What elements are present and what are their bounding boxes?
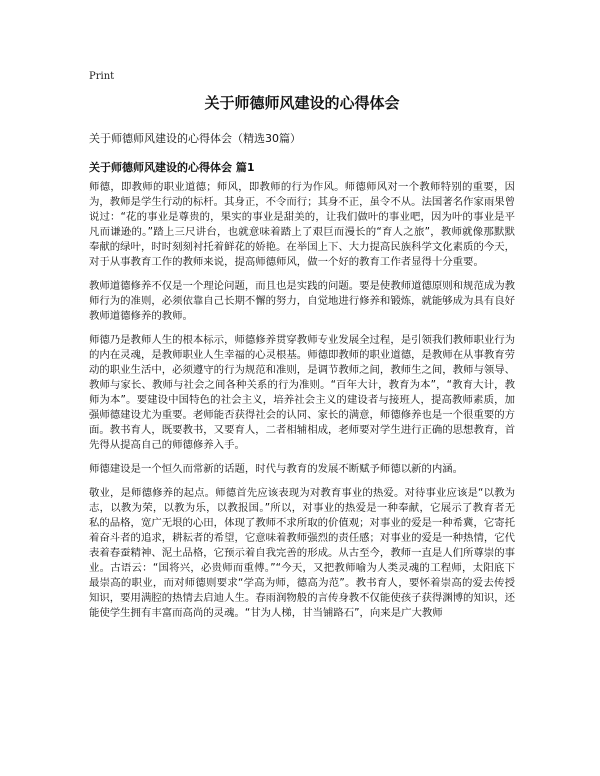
paragraph: 教师道德修养不仅是一个理论问题，而且也是实践的问题。要是使教师道德原则和规范成为教师行为的准则，必须依靠自己长期不懈的努力，自觉地进行修养和锻炼，就能够成为具有良好教师道德修养的教师。 [89, 280, 516, 322]
section-heading: 关于师德师风建设的心得体会 篇1 [89, 161, 255, 174]
document-title: 关于师德师风建设的心得体会 [204, 94, 400, 112]
paragraph: 师德乃是教师人生的根本标示，师德修养贯穿教师专业发展全过程，是引领我们教师职业行为的内在灵魂，是教师职业人生幸福的心灵根基。师德即教师的职业道德，是教师在从事教育劳动的职业生活中，必须遵守的行为规范和准则，是调节教师之间，教师生之间，教师与领导、教师与家长、教师与社会之间各种关系的行为准则。“百年大计，教育为本”，“教育大计，教师为本”。要建设中国特色的社会主义，培养社会主义的建设者与接班人，提高教师素质，加强师德建设尤为重要。老师能否获得社会的认同、家长的满意，师德修养也是一个很重要的方面。教书育人，既要教书，又要育人，二者相辅相成，老师要对学生进行正确的思想教育，首先得从提高自己的师德修养入手。 [89, 334, 516, 451]
paragraph: 师德建设是一个恒久而常新的话题，时代与教育的发展不断赋予师德以新的内涵。 [89, 463, 464, 475]
document-page [89, 0, 515, 776]
paragraph: 师德，即教师的职业道德；师风，即教师的行为作风。师德师风对一个教师特别的重要，因为，教师是学生行动的标杆。其身正，不令而行；其身不正，虽令不从。法国著名作家雨果曾说过：“花的事业是尊贵的，果实的事业是甜美的，让我们做叶的事业吧，因为叶的事业是平凡而谦逊的。”踏上三尺讲台，也就意味着踏上了艰巨而漫长的“育人之旅”，教师就像那默默奉献的绿叶，时时刻刻衬托着鲜花的娇艳。在举国上下、大力提高民族科学文化素质的今天，对于从事教育工作的教师来说，提高师德师风，做一个好的教育工作者显得十分重要。 [89, 181, 516, 268]
document-body [89, 180, 515, 630]
document-subtitle: 关于师德师风建设的心得体会（精选30篇） [89, 132, 301, 145]
print-link[interactable]: Print [89, 71, 115, 82]
paragraph: 敬业，是师德修养的起点。师德首先应该表现为对教育事业的热爱。对待事业应该是“以教为志，以教为荣，以教为乐，以教报国。”所以，对事业的热爱是一种奉献，它展示了教育者无私的品格，宽广无垠的心田，体现了教师不求所取的价值观；对事业的爱是一种希冀，它寄托着奋斗者的追求，耕耘者的希望，它意味着教师强烈的责任感；对事业的爱是一种热情，它代表着春蚕精神、泥土品格，它预示着自我完善的形成。从古至今，教师一直是人们所尊崇的事业。古语云：“国将兴，必贵师而重傅。”“今天，又把教师喻为人类灵魂的工程师，太阳底下最崇高的职业，而对师德则要求“学高为师，德高为范”。教书育人，要怀着崇高的爱去传授知识，要用满腔的热情去启迪人生。春雨润物般的言传身教不仅能使孩子获得渊博的知识，还能使学生拥有丰富而高尚的灵魂。“甘为人梯，甘当铺路石”，向来是广大教师 [89, 487, 516, 619]
